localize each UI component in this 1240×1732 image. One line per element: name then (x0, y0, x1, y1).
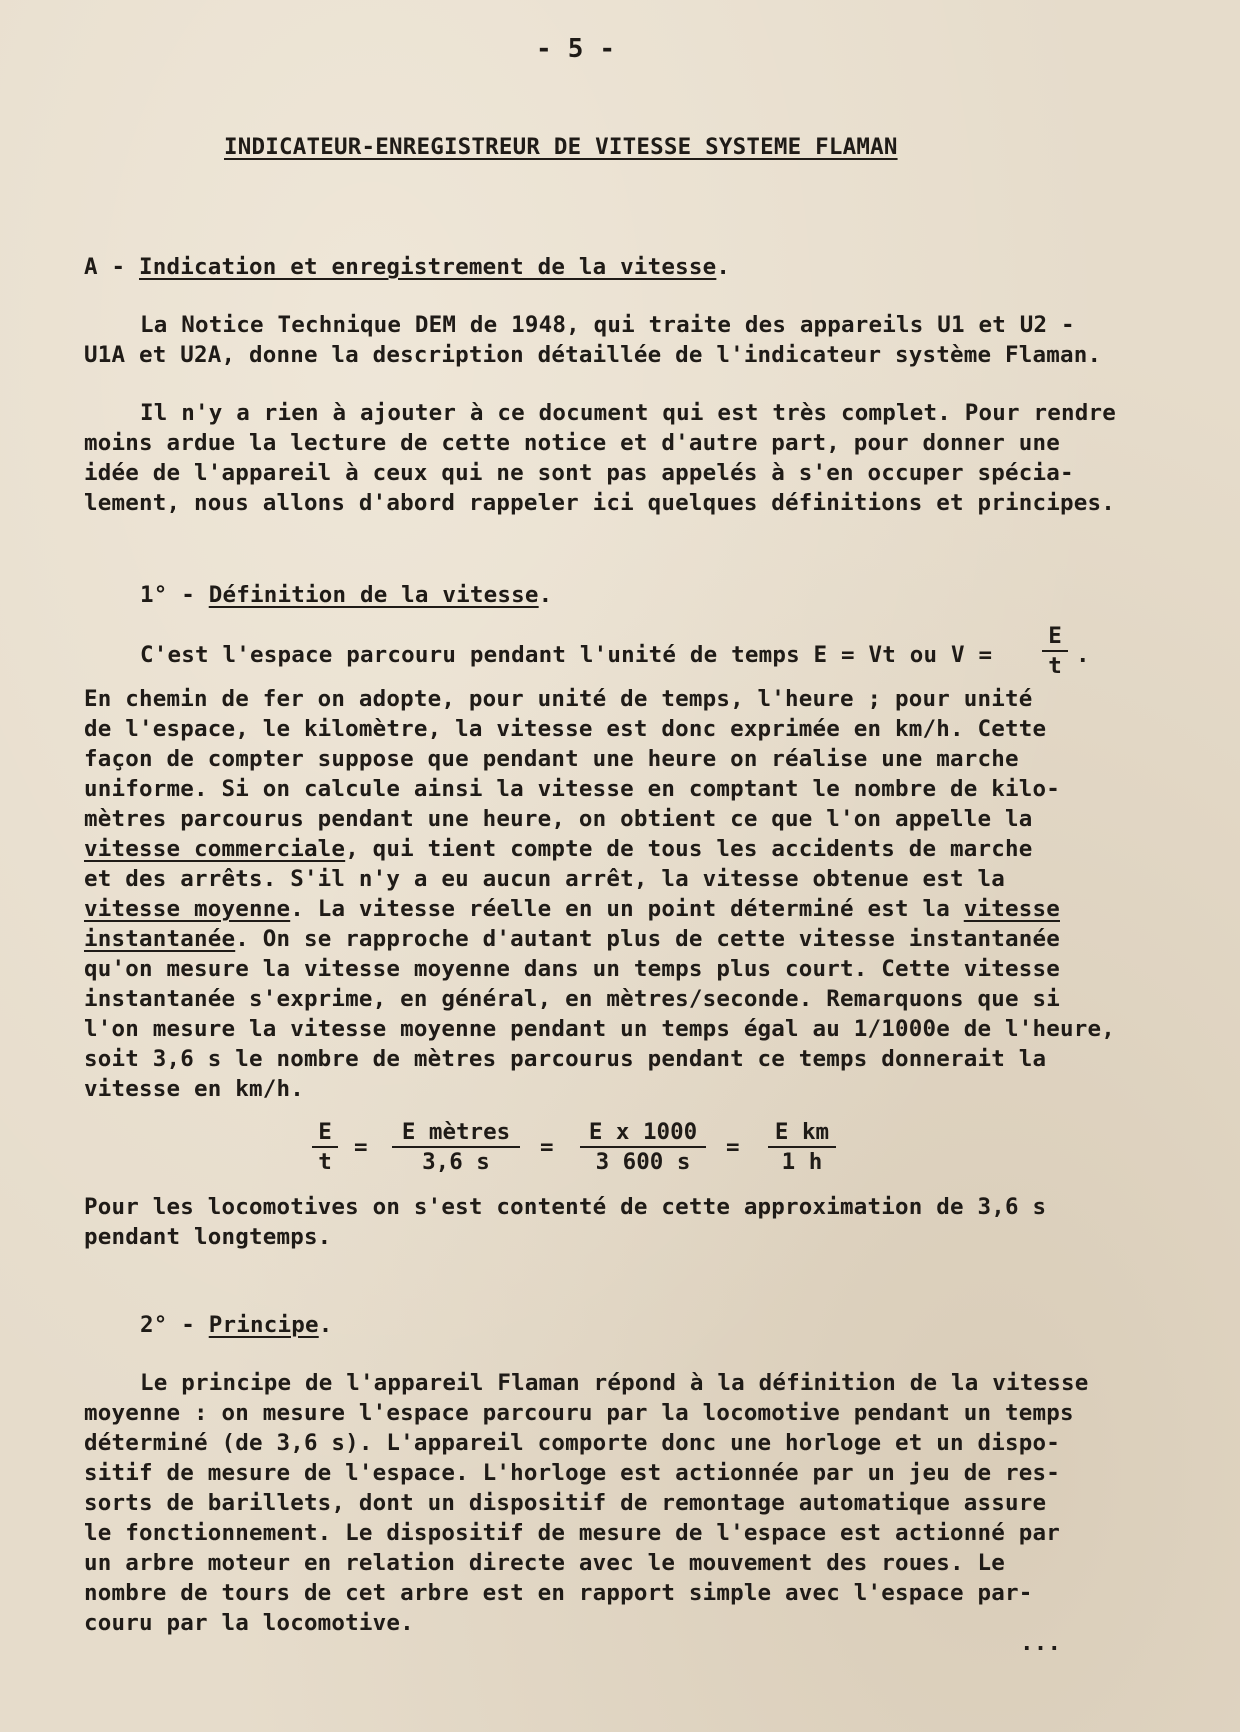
section-2-heading (140, 1310, 332, 1340)
paragraph-line: lement, nous allons d'abord rappeler ici quelques définitions et principes. (84, 490, 1115, 516)
fraction-numerator: E (1042, 622, 1068, 652)
formula-fraction-2 (392, 1118, 520, 1176)
paragraph-line: U1A et U2A, donne la description détaillée de l'indicateur système Flaman. (84, 342, 1102, 368)
term-instant-speed-cont: instantanée (84, 926, 236, 952)
fraction-numerator: E x 1000 (580, 1118, 706, 1148)
fraction-numerator: E mètres (392, 1118, 520, 1148)
section-2-title: Principe (208, 1312, 319, 1338)
term-commercial-speed: vitesse commerciale (84, 836, 346, 862)
paragraph-line: nombre de tours de cet arbre est en rapport simple avec l'espace par- (84, 1580, 1033, 1606)
paragraph-line: qu'on mesure la vitesse moyenne dans un temps plus court. Cette vitesse (84, 956, 1060, 982)
section-1-title: Définition de la vitesse (208, 582, 539, 608)
line-text: . La vitesse réelle en un point déterminé est la (290, 896, 964, 922)
paragraph-line: instantanée s'exprime, en général, en mètres/seconde. Remarquons que si (84, 986, 1060, 1012)
paragraph-line: vitesse en km/h. (84, 1076, 304, 1102)
paragraph-line: La Notice Technique DEM de 1948, qui traite des appareils U1 et U2 - (140, 312, 1075, 338)
continuation-marker: ... (1020, 1630, 1062, 1656)
paragraph-line: mètres parcourus pendant une heure, on obtient ce que l'on appelle la (84, 806, 1033, 832)
paragraph-line: Pour les locomotives on s'est contenté de cette approximation de 3,6 s (84, 1194, 1047, 1220)
paragraph-line: un arbre moteur en relation directe avec le mouvement des roues. Le (84, 1550, 1005, 1576)
paragraph-line: et des arrêts. S'il n'y a eu aucun arrêt, la vitesse obtenue est la (84, 866, 1005, 892)
section-a-title: Indication et enregistrement de la vitesse (139, 254, 717, 280)
definition-fraction (1042, 622, 1068, 680)
section-a-prefix: A - (84, 254, 139, 280)
paragraph-line: déterminé (de 3,6 s). L'appareil comporte donc une horloge et un dispo- (84, 1430, 1060, 1456)
formula-fraction-3 (580, 1118, 706, 1176)
line-text: , qui tient compte de tous les accidents de marche (345, 836, 1033, 862)
formula-fraction-1 (312, 1118, 338, 1176)
equals-sign: = (540, 1134, 554, 1160)
paragraph-line: couru par la locomotive. (84, 1610, 414, 1636)
paragraph-line: moyenne : on mesure l'espace parcouru par la locomotive pendant un temps (84, 1400, 1074, 1426)
paragraph-line: sorts de barillets, dont un dispositif de remontage automatique assure (84, 1490, 1047, 1516)
equals-sign: = (726, 1134, 740, 1160)
fraction-denominator: 1 h (781, 1149, 823, 1175)
paragraph-line: façon de compter suppose que pendant une heure on réalise une marche (84, 746, 1019, 772)
paragraph-line: le fonctionnement. Le dispositif de mesure de l'espace est actionné par (84, 1520, 1060, 1546)
section-2-suffix: . (318, 1312, 333, 1338)
formula-fraction-4 (768, 1118, 836, 1176)
section-2-prefix: 2° - (140, 1312, 209, 1338)
paragraph-line: l'on mesure la vitesse moyenne pendant un temps égal au 1/1000e de l'heure, (84, 1016, 1115, 1042)
paragraph-line: En chemin de fer on adopte, pour unité de temps, l'heure ; pour unité (84, 686, 1033, 712)
term-average-speed: vitesse moyenne (84, 896, 291, 922)
fraction-denominator: 3 600 s (595, 1149, 691, 1175)
fraction-denominator: t (1048, 653, 1062, 679)
paragraph-line: sitif de mesure de l'espace. L'horloge est actionnée par un jeu de res- (84, 1460, 1060, 1486)
fraction-numerator: E km (768, 1118, 836, 1148)
fraction-denominator: 3,6 s (422, 1149, 490, 1175)
section-1-prefix: 1° - (140, 582, 209, 608)
line-text: . On se rapproche d'autant plus de cette vitesse instantanée (235, 926, 1060, 952)
fraction-denominator: t (318, 1149, 332, 1175)
section-a-heading (84, 252, 730, 282)
paragraph-line: pendant longtemps. (84, 1224, 332, 1250)
definition-line: C'est l'espace parcouru pendant l'unité de temps E = Vt ou V = (140, 642, 993, 668)
paragraph-line: soit 3,6 s le nombre de mètres parcourus pendant ce temps donnerait la (84, 1046, 1047, 1072)
paragraph-line: Le principe de l'appareil Flaman répond à la définition de la vitesse (140, 1370, 1089, 1396)
paragraph-line: idée de l'appareil à ceux qui ne sont pas appelés à s'en occuper spécia- (84, 460, 1074, 486)
paragraph-line: Il n'y a rien à ajouter à ce document qui est très complet. Pour rendre (140, 400, 1116, 426)
page-title: INDICATEUR-ENREGISTREUR DE VITESSE SYSTEME FLAMAN (224, 134, 898, 160)
paragraph-line (84, 924, 1060, 954)
section-a-suffix: . (716, 254, 731, 280)
paragraph-line: de l'espace, le kilomètre, la vitesse est donc exprimée en km/h. Cette (84, 716, 1047, 742)
paragraph-line (84, 834, 1033, 864)
paragraph-line: uniforme. Si on calcule ainsi la vitesse en comptant le nombre de kilo- (84, 776, 1060, 802)
paragraph-line (84, 894, 1060, 924)
section-1-suffix: . (538, 582, 553, 608)
section-1-heading (140, 580, 552, 610)
fraction-numerator: E (312, 1118, 338, 1148)
term-instant-speed: vitesse (963, 896, 1060, 922)
page-number: - 5 - (536, 34, 616, 64)
definition-end: . (1076, 642, 1090, 668)
paragraph-line: moins ardue la lecture de cette notice et d'autre part, pour donner une (84, 430, 1060, 456)
equals-sign: = (354, 1134, 368, 1160)
